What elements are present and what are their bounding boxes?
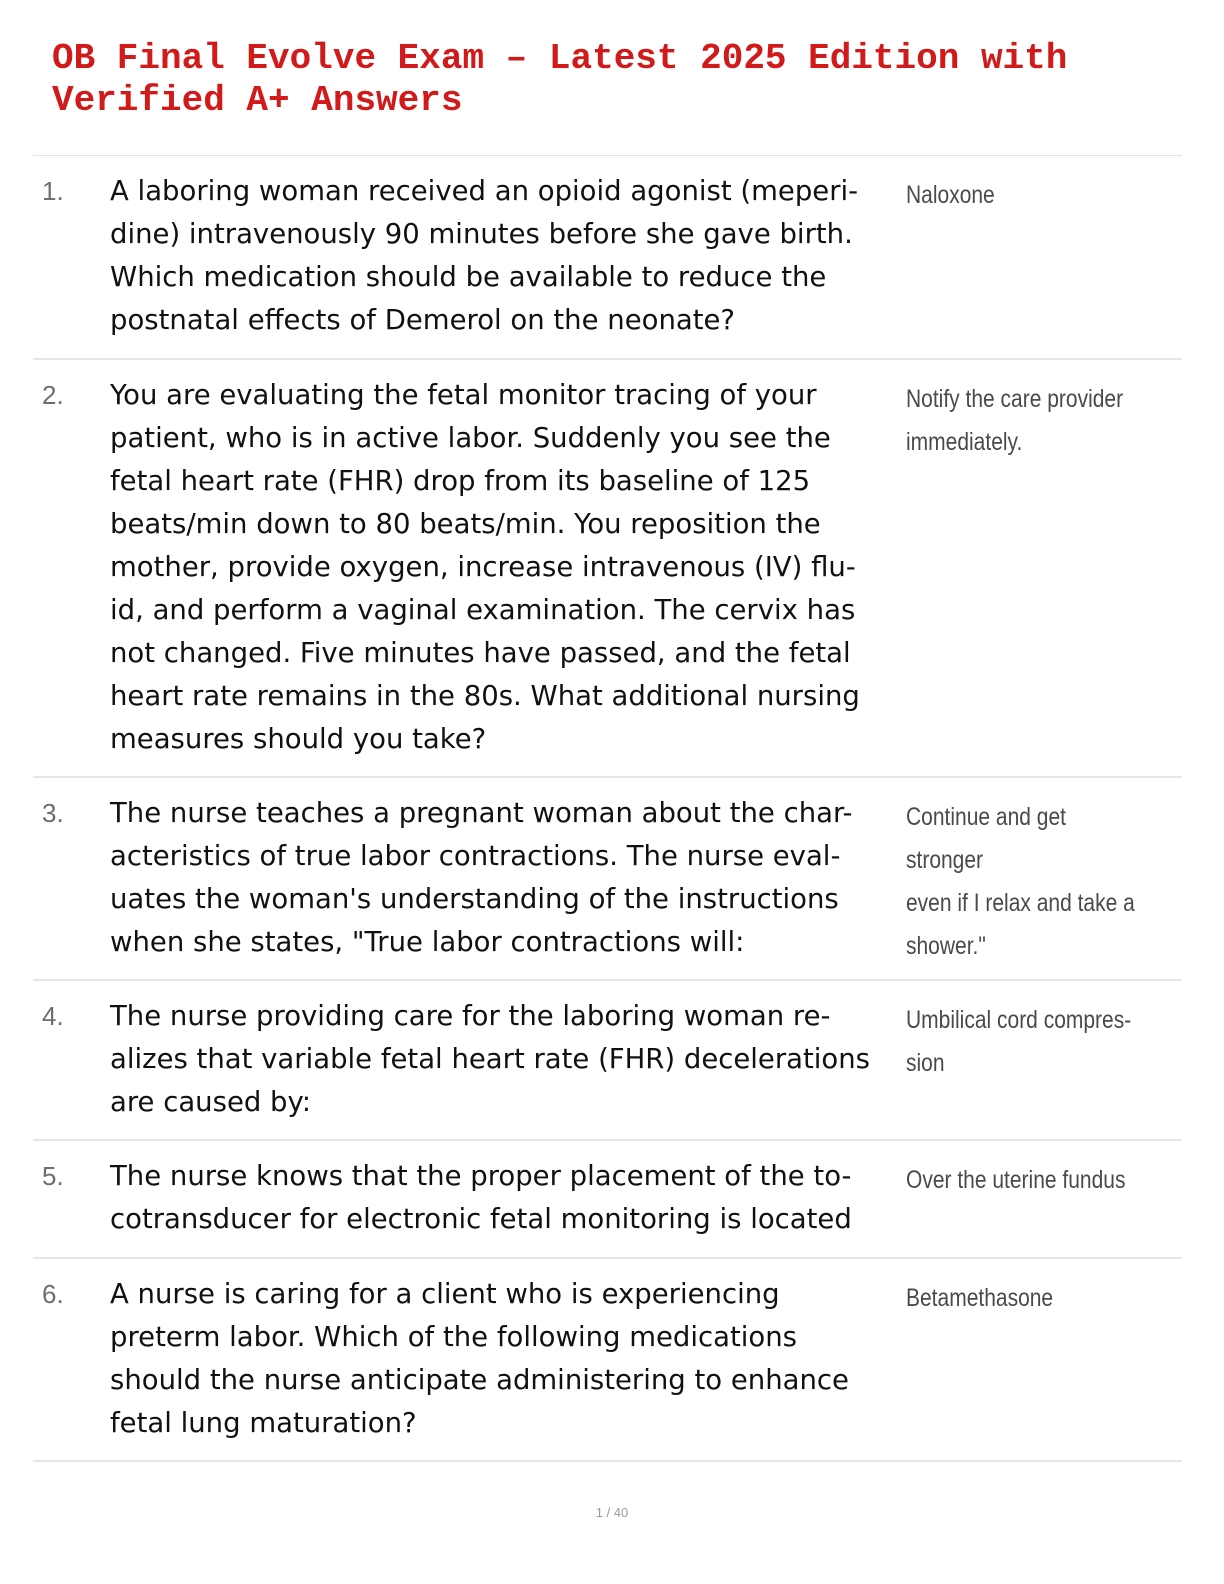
question-text: The nurse knows that the proper placement of the to- cotransducer for electronic fetal monitoring is located: [110, 1160, 852, 1235]
question-text: A laboring woman received an opioid agonist (meperi- dine) intravenously 90 minutes before she gave birth. Which medication should be available to reduce the postnatal effects of Demerol on the neonate?: [110, 175, 859, 336]
question-text: A nurse is caring for a client who is experiencing preterm labor. Which of the following medications should the nurse anticipate administering to enhance fetal lung maturation?: [110, 1278, 849, 1439]
answer-text: Umbilical cord compres- sion: [906, 1006, 1132, 1077]
question-number: 3.: [42, 798, 64, 828]
page-indicator: 1 / 40: [595, 1505, 629, 1520]
qa-row: [33, 778, 1182, 981]
answer-text: Continue and get stronger even if I relax and take a shower.": [906, 803, 1135, 960]
question-number: 1.: [42, 176, 64, 206]
question-number: 5.: [42, 1161, 64, 1191]
qa-row: [33, 360, 1182, 778]
question-text: You are evaluating the fetal monitor tracing of your patient, who is in active labor. Suddenly you see the fetal heart rate (FHR) drop from its baseline of 125 beats/min down to 80 beats/min. You reposition the mother, provide oxygen, increase intravenous (IV) flu- id, and perform a vaginal examination. The cervix has not changed. Five minutes have passed, and the fetal heart rate remains in the 80s. What additional nursing measures should you take?: [110, 379, 860, 755]
answer-text: Betamethasone: [906, 1284, 1054, 1312]
question-number: 2.: [42, 380, 64, 410]
page-title: OB Final Evolve Exam – Latest 2025 Edition with Verified A+ Answers: [52, 38, 1068, 121]
question-number: 6.: [42, 1279, 64, 1309]
question-text: The nurse teaches a pregnant woman about the char- acteristics of true labor contractions. The nurse eval- uates the woman's understanding of the instructions when she states, "True labor contractions will:: [110, 797, 853, 958]
qa-row: [33, 1141, 1182, 1259]
qa-row: [33, 1259, 1182, 1462]
qa-row: [33, 156, 1182, 360]
answer-text: Notify the care provider immediately.: [906, 385, 1124, 456]
question-number: 4.: [42, 1001, 64, 1031]
qa-row: [33, 981, 1182, 1141]
answer-text: Over the uterine fundus: [906, 1166, 1126, 1194]
qa-list: [33, 155, 1182, 1462]
answer-text: Naloxone: [906, 181, 995, 209]
question-text: The nurse providing care for the laboring woman re- alizes that variable fetal heart rate (FHR) decelerations are caused by:: [110, 1000, 871, 1118]
